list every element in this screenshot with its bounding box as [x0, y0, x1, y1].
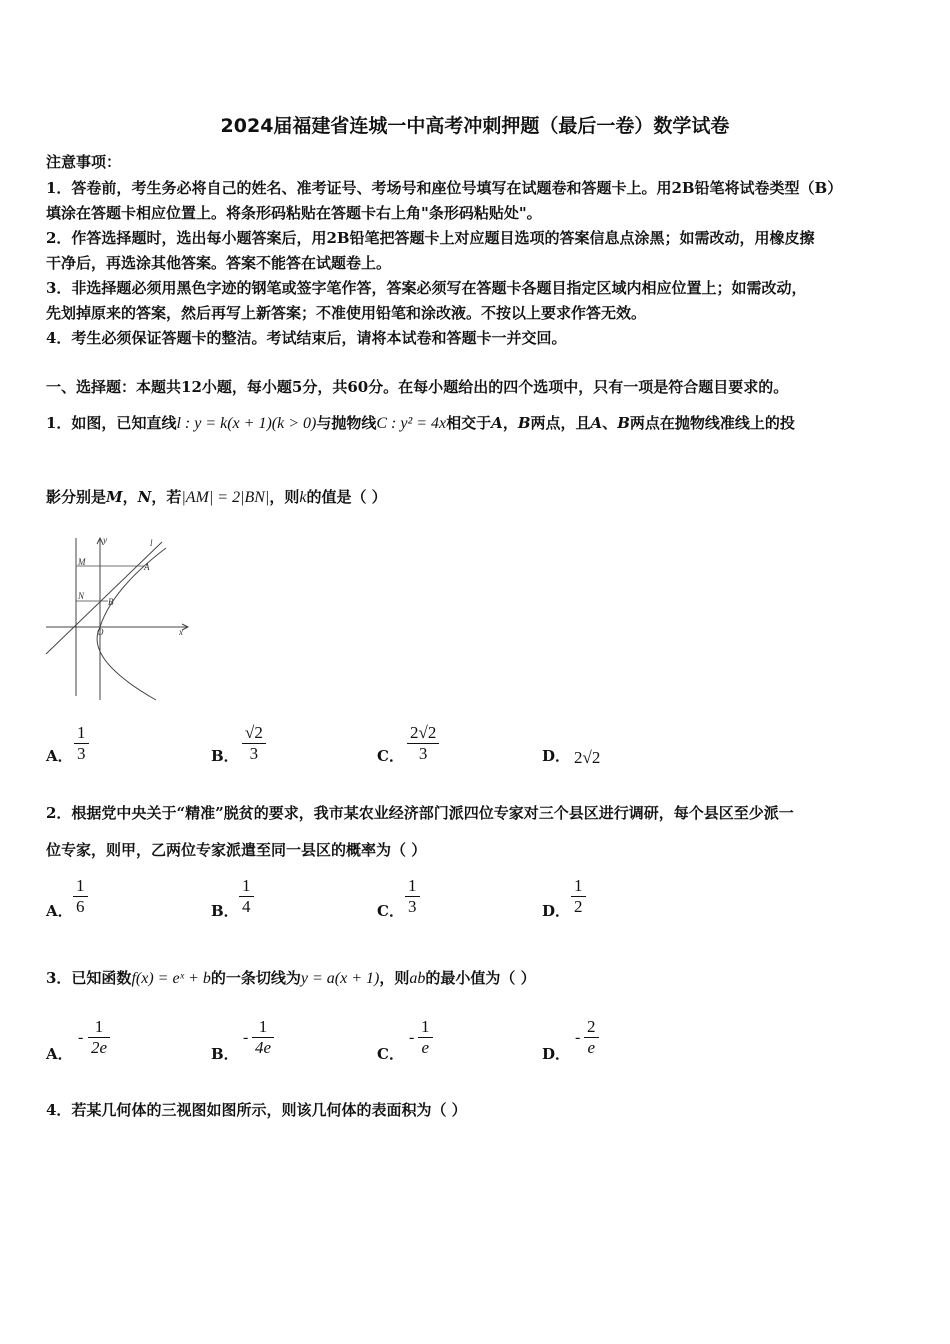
option-b-value: $\frac{1}{4e}$ — [252, 1017, 274, 1058]
option-b-value: $\frac{√2}{3}$ — [242, 723, 266, 764]
label-x: x — [179, 627, 183, 637]
question-3: 3．已知函数f(x) = eˣ + b的一条切线为y = a(x + 1)，则ab的最小值为（ ） — [46, 969, 536, 987]
option-b-value: $\frac{1}{4}$ — [239, 876, 254, 917]
label-b: B — [108, 597, 114, 607]
option-c: C． — [377, 902, 404, 920]
option-a-value: $\frac{1}{6}$ — [73, 876, 88, 917]
notice-heading: 注意事项： — [46, 153, 122, 171]
notice-line: 4．考生必须保证答题卡的整洁。考试结束后，请将本试卷和答题卡一并交回。 — [46, 329, 567, 347]
option-b: B． — [211, 747, 239, 765]
option-c-value: $\frac{1}{3}$ — [405, 876, 420, 917]
line-equation: l : y = k(x + 1)(k > 0) — [176, 415, 317, 432]
option-a: A． — [46, 1045, 73, 1063]
section-heading: 一、选择题：本题共12小题，每小题5分，共60分。在每小题给出的四个选项中，只有一项是符合题目要求的。 — [46, 378, 789, 396]
parabola-figure — [44, 534, 194, 704]
option-a: A． — [46, 747, 73, 765]
notice-line: 干净后，再选涂其他答案。答案不能答在试题卷上。 — [46, 254, 392, 272]
option-a: A． — [46, 902, 73, 920]
question-4: 4．若某几何体的三视图如图所示，则该几何体的表面积为（ ） — [46, 1101, 467, 1119]
label-n: N — [78, 591, 85, 601]
line-l — [46, 542, 162, 654]
page-title: 2024届福建省连城一中高考冲刺押题（最后一卷）数学试卷 — [220, 115, 730, 137]
question-1-line-1: 1．如图，已知直线l : y = k(x + 1)(k > 0)与抛物线C : y² = 4x相交于A，B两点，且A、B两点在抛物线准线上的投 — [46, 414, 795, 432]
option-c-value: $\frac{1}{e}$ — [418, 1017, 433, 1058]
notice-line: 2．作答选择题时，选出每小题答案后，用2B铅笔把答题卡上对应题目选项的答案信息点涂黑；如需改动，用橡皮擦 — [46, 229, 815, 247]
tangent-equation: y = a(x + 1) — [300, 970, 380, 987]
option-d-value: 2√2 — [574, 748, 601, 767]
condition-equation: |AM| = 2|BN| — [181, 489, 270, 506]
option-d: D． — [542, 902, 571, 920]
option-d-value: $\frac{2}{e}$ — [584, 1017, 599, 1058]
label-m: M — [78, 557, 86, 567]
option-c: C． — [377, 1045, 404, 1063]
parabola-equation: C : y² = 4x — [376, 415, 447, 432]
option-c-value: $\frac{2√2}{3}$ — [407, 723, 439, 764]
notice-line: 填涂在答题卡相应位置上。将条形码粘贴在答题卡右上角"条形码粘贴处"。 — [46, 204, 542, 222]
question-1-line-2: 影分别是M，N，若|AM| = 2|BN|，则k的值是（ ） — [46, 488, 387, 506]
label-y: y — [103, 535, 107, 545]
option-d: D． — [542, 747, 571, 765]
question-2-line-1: 2．根据党中央关于“精准”脱贫的要求，我市某农业经济部门派四位专家对三个县区进行调研，每个县区至少派一 — [46, 804, 794, 822]
notice-line: 3．非选择题必须用黑色字迹的钢笔或签字笔作答，答案必须写在答题卡各题目指定区域内相应位置上；如需改动， — [46, 279, 807, 297]
option-a-value: $\frac{1}{2e}$ — [88, 1017, 110, 1058]
notice-line: 1．答卷前，考生务必将自己的姓名、准考证号、考场号和座位号填写在试题卷和答题卡上。用2B铅笔将试卷类型（B） — [46, 179, 843, 197]
label-o: O — [97, 627, 104, 637]
option-b: B． — [211, 1045, 239, 1063]
option-d-value: $\frac{1}{2}$ — [571, 876, 586, 917]
question-2-line-2: 位专家，则甲，乙两位专家派遣至同一县区的概率为（ ） — [46, 841, 427, 859]
option-d: D． — [542, 1045, 571, 1063]
option-b: B． — [211, 902, 239, 920]
option-a-value: $\frac{1}{3}$ — [74, 723, 89, 764]
notice-line: 先划掉原来的答案，然后再写上新答案；不准使用铅笔和涂改液。不按以上要求作答无效。 — [46, 304, 647, 322]
function-equation: f(x) = eˣ + b — [131, 970, 211, 987]
option-c: C． — [377, 747, 404, 765]
label-l: l — [150, 538, 153, 548]
label-a: A — [144, 562, 150, 572]
